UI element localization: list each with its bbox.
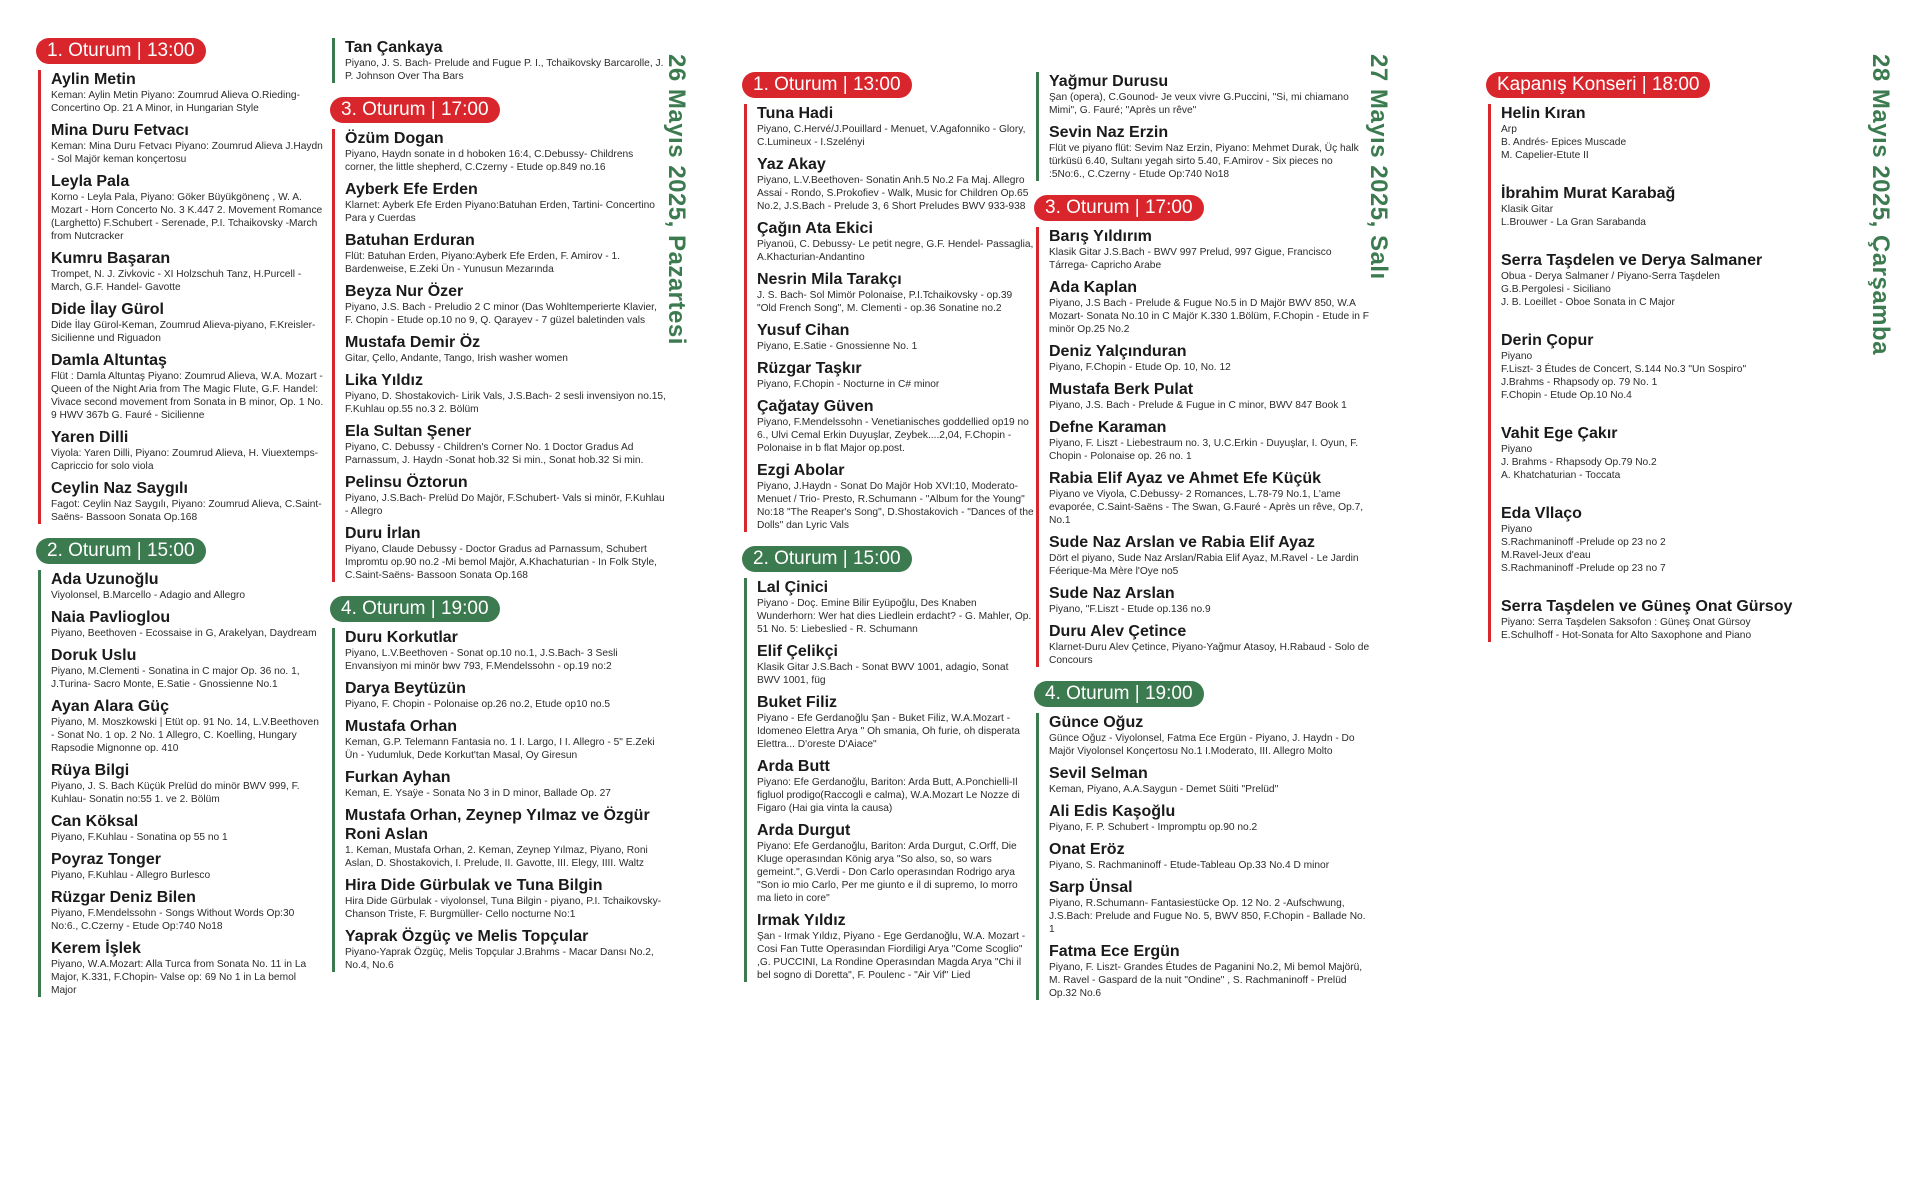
performer-name: Kumru Başaran <box>51 250 171 267</box>
performer-item <box>345 180 666 225</box>
session-block <box>744 104 1034 532</box>
performer-item <box>757 155 1034 213</box>
performer-program: Keman: Aylin Metin Piyano: Zoumrud Alieva O.Rieding-Concertino Op. 21 A Minor, in Hungarian Style <box>51 90 300 114</box>
performer-program: Piyano, M.Clementi - Sonatina in C major Op. 36 no. 1, J.Turina- Sacro Monte, E.Satie - Gnossienne No.1 <box>51 666 300 690</box>
performer-program: Keman, E. Ysaÿe - Sonata No 3 in D minor, Ballade Op. 27 <box>345 788 611 799</box>
performer-item <box>51 121 324 166</box>
performer-item <box>51 697 324 755</box>
performer-program: Flüt: Batuhan Erden, Piyano:Ayberk Efe Erden, F. Amirov - 1. Bardenweise, E.Zeki Ün - Yunusun Mezarında <box>345 251 621 275</box>
performer-name: Yusuf Cihan <box>757 322 850 339</box>
performer-program: Piyano, F.Chopin - Etude Op. 10, No. 12 <box>1049 362 1231 373</box>
performer-name: Furkan Ayhan <box>345 769 451 786</box>
performer-item <box>1501 184 1816 229</box>
performer-name: Rabia Elif Ayaz ve Ahmet Efe Küçük <box>1049 470 1322 487</box>
performer-name: Darya Beytüzün <box>345 680 466 697</box>
performer-name: Lal Çinici <box>757 579 829 596</box>
block-spacer <box>36 530 324 538</box>
performer-item <box>51 428 324 473</box>
performer-item <box>1049 878 1370 936</box>
performer-name: Mustafa Berk Pulat <box>1049 381 1194 398</box>
performer-name: Tuna Hadi <box>757 105 834 122</box>
performer-item <box>1049 622 1370 667</box>
date-day3: 28 Mayıs 2025, Çarşamba <box>1867 54 1894 356</box>
block-spacer <box>330 588 666 596</box>
performer-program: Viyola: Yaren Dilli, Piyano: Zoumrud Alieva, H. Viuextemps- Capriccio for solo viola <box>51 448 319 472</box>
performer-item <box>345 38 666 83</box>
performer-program: Günce Oğuz - Viyolonsel, Fatma Ece Ergün - Piyano, J. Haydn - Do Majör Viyolonsel Konçertosu No.1 I.Moderato, III. Allegro Molto <box>1049 733 1355 757</box>
performer-item <box>345 282 666 327</box>
performer-name: Ayberk Efe Erden <box>345 181 478 198</box>
performer-name: Çağın Ata Ekici <box>757 220 873 237</box>
performer-name: Yaprak Özgüç ve Melis Topçular <box>345 928 589 945</box>
performer-item <box>345 876 666 921</box>
performer-name: Ceylin Naz Saygılı <box>51 480 188 497</box>
performer-item <box>1501 597 1816 642</box>
column-day1-left <box>36 38 324 1011</box>
performer-name: Mustafa Orhan <box>345 718 458 735</box>
performer-program: Piyano, J.S Bach - Prelude & Fugue No.5 in D Majör BWV 850, W.A Mozart- Sonata No.10 in C Majör K.330 1.Bölüm, F.Chopin - Etude in F minör Op.25 No.2 <box>1049 298 1369 335</box>
session-block <box>332 38 666 83</box>
performer-item <box>51 888 324 933</box>
performer-program: Piyano, J.S.Bach- Prelüd Do Majör, F.Schubert- Vals si minör, F.Kuhlau - Allegro <box>345 493 665 517</box>
performer-name: İbrahim Murat Karabağ <box>1501 185 1676 202</box>
performer-program: Hira Dide Gürbulak - viyolonsel, Tuna Bilgin - piyano, P.I. Tchaikovsky- Chanson Triste, F. Burgmüller- Cello nocturne No:1 <box>345 896 662 920</box>
performer-name: Sarp Ünsal <box>1049 879 1133 896</box>
performer-item <box>1049 942 1370 1000</box>
performer-item <box>51 570 324 602</box>
session-header: 3. Oturum | 17:00 <box>1034 195 1204 221</box>
performer-program: Klasik Gitar J.S.Bach - Sonat BWV 1001, adagio, Sonat BWV 1001, füg <box>757 662 1009 686</box>
column-day3 <box>1486 72 1816 672</box>
performer-program: Piyano, F.Mendelssohn - Songs Without Words Op:30 No:6., C.Czerny - Etude Op:740 No18 <box>51 908 295 932</box>
performer-name: Barış Yıldırım <box>1049 228 1152 245</box>
block-spacer <box>1034 673 1370 681</box>
performer-program: Piyano, J. S. Bach- Prelude and Fugue P. I., Tchaikovsky Barcarolle, J. P. Johnson Over Tha Bars <box>345 58 664 82</box>
performer-program: Piyano, F. P. Schubert - Impromptu op.90 no.2 <box>1049 822 1258 833</box>
performer-program: Piyano, D. Shostakovich- Lirik Vals, J.S.Bach- 2 sesli invensiyon no.15, F.Kuhlau op.55 no.3 2. Bölüm <box>345 391 666 415</box>
performer-program: Dide İlay Gürol-Keman, Zoumrud Alieva-piyano, F.Kreisler- Sicilienne und Riguadon <box>51 320 316 344</box>
session-block <box>744 578 1034 982</box>
performer-name: Aylin Metin <box>51 71 136 88</box>
performer-name: Sude Naz Arslan <box>1049 585 1175 602</box>
performer-program: Piyano ve Viyola, C.Debussy- 2 Romances, L.78-79 No.1, L'ame evaporée, C.Saint-Saëns - The Swan, G.Fauré - Après un rêve, Op.7, No.1 <box>1049 489 1364 526</box>
performer-item <box>345 717 666 762</box>
performer-program: Keman, Piyano, A.A.Saygun - Demet Süiti "Prelüd" <box>1049 784 1279 795</box>
performer-program: Piyano, F.Kuhlau - Sonatina op 55 no 1 <box>51 832 228 843</box>
performer-program: Piyano F.Liszt- 3 Études de Concert, S.144 No.3 "Un Sospiro" J.Brahms - Rhapsody op. 79 No. 1 F.Chopin - Etude Op.10 No.4 <box>1501 351 1747 401</box>
performer-name: Serra Taşdelen ve Derya Salmaner <box>1501 252 1763 269</box>
performer-program: Piyano, Beethoven - Ecossaise in G, Arakelyan, Daydream <box>51 628 317 639</box>
performer-program: Şan - Irmak Yıldız, Piyano - Ege Gerdanoğlu, W.A. Mozart - Cosi Fan Tutte Operasından Fiordiligi Arya "Come Scoglio" ,G. PUCCINI, La Rondine Operasından Magda Arya "Chi il bel sogno di Doretta", F. Poulenc - "Air Vif" Lied <box>757 931 1026 981</box>
performer-name: Defne Karaman <box>1049 419 1167 436</box>
performer-item <box>345 129 666 174</box>
performer-program: Piyano, J.Haydn - Sonat Do Majör Hob XVI:10, Moderato- Menuet / Trio- Presto, R.Schumann - "Album for the Young" No:18 "The Reaper's Song", D.Shostakovich - "Dances of the Dolls" dan Lyric Vals <box>757 481 1034 531</box>
performer-name: Helin Kıran <box>1501 105 1586 122</box>
performer-item <box>51 300 324 345</box>
performer-program: Piyano, F.Kuhlau - Allegro Burlesco <box>51 870 211 881</box>
performer-program: Piyano, C. Debussy - Children's Corner No. 1 Doctor Gradus Ad Parnassum, J. Haydn -Sonat hob.32 Si min., Sonat hob.32 Si min. <box>345 442 644 466</box>
performer-item <box>1049 380 1370 412</box>
performer-program: Klarnet: Ayberk Efe Erden Piyano:Batuhan Erden, Tartini- Concertino Para y Cuerdas <box>345 200 655 224</box>
performer-program: Piyano, "F.Liszt - Etude op.136 no.9 <box>1049 604 1211 615</box>
performer-name: Ada Kaplan <box>1049 279 1138 296</box>
performer-program: Klasik Gitar L.Brouwer - La Gran Sarabanda <box>1501 204 1646 228</box>
performer-program: Piyano, J. S. Bach Küçük Prelüd do minör BWV 999, F. Kuhlau- Sonatin no:55 1. ve 2. Bölüm <box>51 781 300 805</box>
performer-item <box>1049 764 1370 796</box>
session-header: 2. Oturum | 15:00 <box>36 538 206 564</box>
performer-item <box>757 461 1034 532</box>
performer-program: Piyano, F. Chopin - Polonaise op.26 no.2, Etude op10 no.5 <box>345 699 611 710</box>
performer-name: Doruk Uslu <box>51 647 137 664</box>
session-header: Kapanış Konseri | 18:00 <box>1486 72 1710 98</box>
session-block <box>38 570 324 997</box>
performer-item <box>757 757 1034 815</box>
performer-name: Mustafa Demir Öz <box>345 334 481 351</box>
session-block <box>1488 104 1816 642</box>
performer-name: Yaren Dilli <box>51 429 129 446</box>
block-spacer <box>1034 1006 1370 1014</box>
performer-program: Viyolonsel, B.Marcello - Adagio and Allegro <box>51 590 246 601</box>
performer-item <box>345 333 666 365</box>
performer-item <box>51 479 324 524</box>
performer-item <box>51 761 324 806</box>
block-spacer <box>36 1003 324 1011</box>
performer-item <box>757 321 1034 353</box>
performer-item <box>51 70 324 115</box>
performer-item <box>757 397 1034 455</box>
performer-program: Dört el piyano, Sude Naz Arslan/Rabia Elif Ayaz, M.Ravel - Le Jardin Féerique-Ma Mère l'Oye no5 <box>1049 553 1359 577</box>
performer-item <box>51 351 324 422</box>
performer-item <box>345 422 666 467</box>
performer-program: Şan (opera), C.Gounod- Je veux vivre G.Puccini, "Si, mi chiamano Mimi", G. Fauré; "Après un rêve" <box>1049 92 1349 116</box>
performer-name: Hira Dide Gürbulak ve Tuna Bilgin <box>345 877 603 894</box>
performer-item <box>345 473 666 518</box>
session-block <box>1036 227 1370 667</box>
performer-item <box>51 646 324 691</box>
performer-program: Piyano, Haydn sonate in d hoboken 16:4, C.Debussy- Childrens corner, the little shepherd, C.Czerny - Etude op.849 no.16 <box>345 149 634 173</box>
performer-item <box>51 249 324 294</box>
performer-program: Piyano, F.Mendelssohn - Venetianisches goddellied op19 no 6., Ulvi Cemal Erkin Duyuşlar, Zeybek....2,04, F.Chopin - Polonaise in b flat Major op.post. <box>757 417 1029 454</box>
performer-item <box>51 608 324 640</box>
performer-name: Pelinsu Öztorun <box>345 474 468 491</box>
performer-program: Piyano, F. Liszt- Grandes Études de Paganini No.2, Mi bemol Majörü, M. Ravel - Gaspard de la nuit "Ondine" , S. Rachmaninoff - Prelüd Op.32 No.6 <box>1049 962 1363 999</box>
performer-program: Piyano, L.V.Beethoven - Sonat op.10 no.1, J.S.Bach- 3 Sesli Envansiyon mi minör bwv 793, F.Mendelssohn - op.19 no:2 <box>345 648 618 672</box>
performer-item <box>345 806 666 870</box>
performer-program: 1. Keman, Mustafa Orhan, 2. Keman, Zeynep Yılmaz, Piyano, Roni Aslan, D. Shostakovich, I. Prelude, II. Gavotte, III. Elegy, IIII. Waltz <box>345 845 648 869</box>
performer-name: Sude Naz Arslan ve Rabia Elif Ayaz <box>1049 534 1315 551</box>
session-header: 2. Oturum | 15:00 <box>742 546 912 572</box>
performer-item <box>1049 418 1370 463</box>
performer-item <box>1049 227 1370 272</box>
session-header: 3. Oturum | 17:00 <box>330 97 500 123</box>
performer-name: Günce Oğuz <box>1049 714 1144 731</box>
performer-name: Naia Pavlioglou <box>51 609 171 626</box>
performer-program: Piyano-Yaprak Özgüç, Melis Topçular J.Brahms - Macar Dansı No.2, No.4, No.6 <box>345 947 654 971</box>
performer-name: Serra Taşdelen ve Güneş Onat Gürsoy <box>1501 598 1793 615</box>
date-day2: 27 Mayıs 2025, Salı <box>1365 54 1392 280</box>
performer-program: Flüt ve piyano flüt: Sevim Naz Erzin, Piyano: Mehmet Durak, Üç halk türküsü 6.40, Sultanı yegah sirto 5.40, F.Amirov - Six pieces no :5No:6., C.Czerny - Etude Op:740 No18 <box>1049 143 1359 180</box>
performer-name: Buket Filiz <box>757 694 838 711</box>
performer-name: Sevin Naz Erzin <box>1049 124 1169 141</box>
performer-item <box>757 270 1034 315</box>
performer-name: Kerem İşlek <box>51 940 141 957</box>
session-block <box>332 628 666 972</box>
performer-name: Çağatay Güven <box>757 398 874 415</box>
performer-item <box>51 172 324 243</box>
performer-item <box>757 642 1034 687</box>
performer-program: Korno - Leyla Pala, Piyano: Göker Büyükgönenç , W. A. Mozart - Horn Concerto No. 3 K.447 2. Movement Romance (Larghetto) F.Schubert - Serenade, P.I. Tchaikovsky -March from Nutcracker <box>51 192 323 242</box>
performer-program: Piyano: Efe Gerdanoğlu, Bariton: Arda Butt, A.Ponchielli-Il figluol prodigo(Raccogli e calma), W.A.Mozart Le Nozze di Figaro (Hai gia vinta la causa) <box>757 777 1020 814</box>
performer-name: Tan Çankaya <box>345 39 443 56</box>
performer-program: Piyano, J.S. Bach - Prelude & Fugue in C minor, BWV 847 Book 1 <box>1049 400 1347 411</box>
performer-program: Obua - Derya Salmaner / Piyano-Serra Taşdelen G.B.Pergolesi - Siciliano J. B. Loeillet - Oboe Sonata in C Major <box>1501 271 1720 308</box>
performer-item <box>1501 424 1816 482</box>
performer-item <box>345 371 666 416</box>
performer-name: Rüzgar Deniz Bilen <box>51 889 196 906</box>
performer-program: Piyano: Serra Taşdelen Saksofon : Güneş Onat Gürsoy E.Schulhoff - Hot-Sonata for Alto Saxophone and Piano <box>1501 617 1752 641</box>
performer-name: Ela Sultan Şener <box>345 423 472 440</box>
performer-name: Batuhan Erduran <box>345 232 475 249</box>
performer-program: Piyano, F.Chopin - Nocturne in C# minor <box>757 379 940 390</box>
performer-item <box>1049 713 1370 758</box>
performer-item <box>1501 504 1816 575</box>
performer-name: Irmak Yıldız <box>757 912 846 929</box>
block-spacer <box>330 978 666 986</box>
performer-item <box>757 104 1034 149</box>
performer-program: Klasik Gitar J.S.Bach - BWV 997 Prelud, 997 Gigue, Francisco Tárrega- Capricho Arabe <box>1049 247 1332 271</box>
performer-item <box>1501 331 1816 402</box>
performer-name: Yaz Akay <box>757 156 826 173</box>
performer-item <box>757 911 1034 982</box>
performer-program: Piyano S.Rachmaninoff -Prelude op 23 no 2 M.Ravel-Jeux d'eau S.Rachmaninoff -Prelude op 23 no 7 <box>1501 524 1666 574</box>
performer-program: J. S. Bach- Sol Mimör Polonaise, P.I.Tchaikovsky - op.39 "Old French Song", M. Clementi - op.36 Sonatine no.2 <box>757 290 1013 314</box>
performer-name: Özüm Dogan <box>345 130 444 147</box>
performer-program: Keman, G.P. Telemann Fantasia no. 1 I. Largo, I I. Allegro - 5" E.Zeki Ün - Yudumluk, Dede Korkut'tan Masal, Oy Giresun <box>345 737 655 761</box>
performer-name: Ada Uzunoğlu <box>51 571 159 588</box>
performer-name: Fatma Ece Ergün <box>1049 943 1180 960</box>
session-header: 1. Oturum | 13:00 <box>742 72 912 98</box>
block-spacer <box>742 538 1034 546</box>
performer-item <box>345 231 666 276</box>
performer-name: Dide İlay Gürol <box>51 301 164 318</box>
performer-program: Piyano, R.Schumann- Fantasiestücke Op. 12 No. 2 -Aufschwung, J.S.Bach: Prelude and Fugue No. 5, BWV 850, F.Chopin - Ballade No. 1 <box>1049 898 1366 935</box>
performer-item <box>757 693 1034 751</box>
performer-program: Piyano, E.Satie - Gnossienne No. 1 <box>757 341 918 352</box>
performer-item <box>51 850 324 882</box>
performer-item <box>1049 342 1370 374</box>
performer-program: Piyano, Claude Debussy - Doctor Gradus ad Parnassum, Schubert Impromtu op.90 no.2 -Mi bemol Majör, A.Khachaturian - In Folk Style, C.Saint-Saëns- Bassoon Sonata Op.168 <box>345 544 657 581</box>
performer-program: Fagot: Ceylin Naz Saygılı, Piyano: Zoumrud Alieva, C.Saint-Saëns- Bassoon Sonata Op.168 <box>51 499 322 523</box>
performer-item <box>1049 72 1370 117</box>
performer-item <box>345 524 666 582</box>
performer-item <box>51 812 324 844</box>
performer-name: Beyza Nur Özer <box>345 283 464 300</box>
performer-program: Piyano, C.Hervé/J.Pouillard - Menuet, V.Agafonniko - Glory, C.Lumineux - I.Szelényi <box>757 124 1026 148</box>
performer-name: Mina Duru Fetvacı <box>51 122 189 139</box>
performer-program: Piyano - Doç. Emine Bilir Eyüpoğlu, Des Knaben Wunderhorn: Wer hat dies Liedlein erdacht? - G. Mahler, Op. 51 No. 5: Liebeslied - R. Schumann <box>757 598 1032 635</box>
performer-item <box>1049 278 1370 336</box>
session-block <box>38 70 324 524</box>
performer-item <box>345 628 666 673</box>
performer-program: Piyano - Efe Gerdanoğlu Şan - Buket Filiz, W.A.Mozart - Idomeneo Elettra Arya " Oh smania, Oh furie, oh disperata Elettra... D'oreste D'Aiace" <box>757 713 1020 750</box>
performer-name: Poyraz Tonger <box>51 851 161 868</box>
session-block <box>1036 713 1370 1000</box>
performer-name: Duru Alev Çetince <box>1049 623 1187 640</box>
performer-name: Can Köksal <box>51 813 139 830</box>
performer-item <box>345 679 666 711</box>
performer-item <box>1501 104 1816 162</box>
performer-item <box>345 927 666 972</box>
session-block <box>1036 72 1370 181</box>
performer-name: Yağmur Durusu <box>1049 73 1169 90</box>
session-header: 4. Oturum | 19:00 <box>1034 681 1204 707</box>
performer-item <box>1049 469 1370 527</box>
performer-program: Piyano, J.S. Bach - Preludio 2 C minor (Das Wohltemperierte Klavier, F. Chopin - Etude op.10 no 9, Q. Qarayev - 7 güzel baletinden vals <box>345 302 657 326</box>
performer-program: Piyano, L.V.Beethoven- Sonatin Anh.5 No.2 Fa Maj. Allegro Assai - Rondo, S.Prokofiev - Walk, Music for Children Op.65 No.2, J.S.Bach - Prelude 3, 6 Short Preludes BWV 933-938 <box>757 175 1029 212</box>
performer-item <box>757 821 1034 905</box>
performer-name: Damla Altuntaş <box>51 352 167 369</box>
performer-name: Derin Çopur <box>1501 332 1594 349</box>
performer-name: Arda Butt <box>757 758 830 775</box>
performer-name: Vahit Ege Çakır <box>1501 425 1618 442</box>
performer-name: Arda Durgut <box>757 822 851 839</box>
block-spacer <box>742 988 1034 996</box>
session-block <box>332 129 666 582</box>
date-day1: 26 Mayıs 2025, Pazartesi <box>663 54 690 345</box>
performer-name: Duru İrlan <box>345 525 421 542</box>
performer-program: Piyano J. Brahms - Rhapsody Op.79 No.2 A. Khatchaturian - Toccata <box>1501 444 1657 481</box>
performer-program: Piyano, F. Liszt - Liebestraum no. 3, U.C.Erkin - Duyuşlar, I. Oyun, F. Chopin - Polonaise op. 26 no. 1 <box>1049 438 1359 462</box>
performer-name: Leyla Pala <box>51 173 130 190</box>
performer-item <box>51 939 324 997</box>
performer-program: Klarnet-Duru Alev Çetince, Piyano-Yağmur Atasoy, H.Rabaud - Solo de Concours <box>1049 642 1370 666</box>
performer-item <box>757 219 1034 264</box>
performer-name: Deniz Yalçınduran <box>1049 343 1187 360</box>
performer-program: Trompet, N. J. Zivkovic - XI Holzschuh Tanz, H.Purcell - March, G.F. Handel- Gavotte <box>51 269 302 293</box>
performer-name: Duru Korkutlar <box>345 629 458 646</box>
performer-name: Ezgi Abolar <box>757 462 845 479</box>
performer-name: Mustafa Orhan, Zeynep Yılmaz ve Özgür Roni Aslan <box>345 807 650 843</box>
performer-name: Sevil Selman <box>1049 765 1148 782</box>
performer-item <box>757 578 1034 636</box>
performer-name: Ayan Alara Güç <box>51 698 169 715</box>
performer-item <box>1049 123 1370 181</box>
block-spacer <box>330 89 666 97</box>
performer-item <box>757 359 1034 391</box>
column-day2-right <box>1034 72 1370 1014</box>
performer-name: Elif Çelikçi <box>757 643 838 660</box>
performer-item <box>1049 584 1370 616</box>
performer-program: Piyano, W.A.Mozart: Alla Turca from Sonata No. 11 in La Major, K.331, F.Chopin- Valse op: 69 No 1 in La bemol Major <box>51 959 307 996</box>
performer-name: Ali Edis Kaşoğlu <box>1049 803 1176 820</box>
performer-name: Nesrin Mila Tarakçı <box>757 271 902 288</box>
performer-program: Piyanoü, C. Debussy- Le petit negre, G.F. Hendel- Passaglia, A.Khacturian-Andantino <box>757 239 1034 263</box>
performer-program: Gitar, Çello, Andante, Tango, Irish washer women <box>345 353 568 364</box>
column-day1-right <box>330 38 666 986</box>
block-spacer <box>1486 664 1816 672</box>
performer-program: Piyano, S. Rachmaninoff - Etude-Tableau Op.33 No.4 D minor <box>1049 860 1330 871</box>
performer-item <box>1049 533 1370 578</box>
performer-name: Rüzgar Taşkır <box>757 360 862 377</box>
performer-name: Rüya Bilgi <box>51 762 130 779</box>
performer-program: Flüt : Damla Altuntaş Piyano: Zoumrud Alieva, W.A. Mozart - Queen of the Night Aria from The Magic Flute, G.F. Handel: Vivace second movement from Sonata in B minor, Op. 1 No. 9 HWV 367b G. Fauré - Sicilienne <box>51 371 324 421</box>
performer-program: Arp B. Andrés- Epices Muscade M. Capelier-Etute II <box>1501 124 1627 161</box>
performer-program: Keman: Mina Duru Fetvacı Piyano: Zoumrud Alieva J.Haydn - Sol Majör keman konçertosu <box>51 141 323 165</box>
performer-item <box>345 768 666 800</box>
performer-name: Lika Yıldız <box>345 372 423 389</box>
performer-item <box>1049 840 1370 872</box>
session-header: 4. Oturum | 19:00 <box>330 596 500 622</box>
performer-name: Onat Eröz <box>1049 841 1125 858</box>
performer-program: Piyano, M. Moszkowski | Etüt op. 91 No. 14, L.V.Beethoven - Sonat No. 1 op. 2 No. 1 Allegro, C. Koelling, Hungary Rapsodie Mignonne op. 410 <box>51 717 319 754</box>
performer-item <box>1501 251 1816 309</box>
performer-item <box>1049 802 1370 834</box>
session-header: 1. Oturum | 13:00 <box>36 38 206 64</box>
block-spacer <box>1034 187 1370 195</box>
performer-program: Piyano: Efe Gerdanoğlu, Bariton: Arda Durgut, C.Orff, Die Kluge operasından König arya "So also, so, so wars gemeint.", G.Verdi - Don Carlo operasından Rodrigo arya "Son io mio Carlo, Per me giunto e il di supremo, Io morro ma lieto in core" <box>757 841 1018 904</box>
performer-name: Eda Vllaço <box>1501 505 1582 522</box>
column-day2-left <box>742 72 1034 996</box>
